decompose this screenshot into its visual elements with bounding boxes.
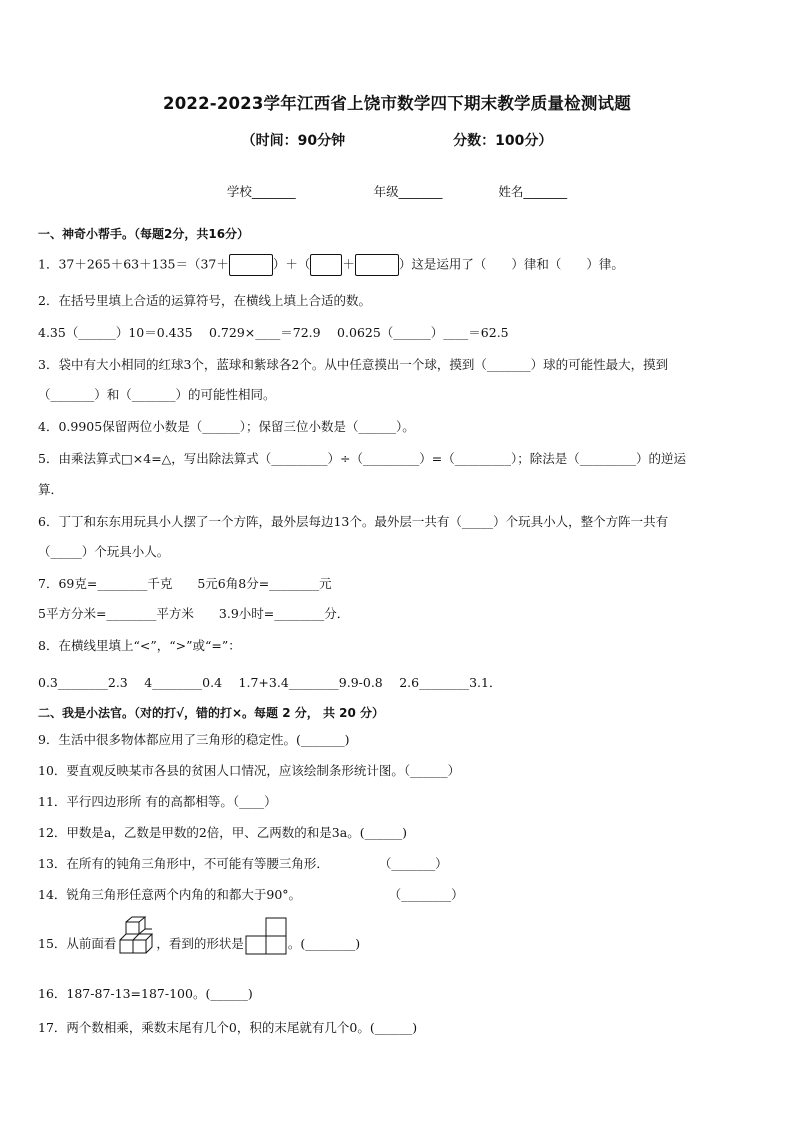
q1-suffix: ）这是运用了（ ）律和（ ）律。	[398, 256, 624, 272]
question-5-line-1: 5．由乘法算式□×4=△，写出除法算式（_________）÷（_________）=（_________）；除法是（_________）的逆运	[38, 451, 686, 466]
q15-part-1: 15．从前面看	[38, 936, 117, 951]
question-6-line-2: （_____）个玩具小人。	[38, 544, 170, 559]
answer-box	[229, 254, 273, 276]
question-8-items: 0.3________2.3 4________0.4 1.7+3.4________9.9-0.8 2.6________3.1．	[38, 675, 502, 690]
q15-part-3: 。(________)	[287, 936, 361, 951]
school-field: 学校_______	[226, 184, 296, 199]
question-3-line-2: （_______）和（_______）的可能性相同。	[38, 387, 276, 402]
time-score-line	[0, 130, 794, 150]
question-2-items: 4.35（______）10＝0.435 0.729×____＝72.9 0.0625（______）____＝62.5	[38, 325, 509, 340]
question-6-line-1: 6．丁丁和东东用玩具小人摆了一个方阵，最外层每边13个。最外层一共有（_____）个玩具小人，整个方阵一共有	[38, 514, 669, 529]
q1-mid: ）＋（	[272, 256, 311, 272]
name-field: 姓名_______	[498, 184, 568, 199]
question-13: 13．在所有的钝角三角形中，不可能有等腰三角形． （_______）	[38, 856, 448, 871]
front-view-grid-icon	[244, 916, 288, 973]
cube-stack-icon	[116, 916, 156, 973]
question-2: 2．在括号里填上合适的运算符号，在横线上填上合适的数。	[38, 293, 371, 308]
q1-prefix: 1．37＋265＋63＋135＝（37＋	[38, 256, 229, 272]
question-5-line-2: 算．	[38, 482, 64, 497]
question-11: 11．平行四边形所 有的高都相等。（____）	[38, 794, 277, 809]
q1-plus: ＋	[342, 256, 355, 272]
question-10: 10．要直观反映某市各县的贫困人口情况，应该绘制条形统计图。（______）	[38, 763, 461, 778]
section-1-heading: 一、神奇小帮手。（每题2分，共16分）	[38, 227, 250, 241]
section-2-heading: 二、我是小法官。（对的打√，错的打×。每题 2 分， 共 20 分）	[38, 706, 384, 720]
question-7-line-2: 5平方分米=________平方米 3.9小时=________分．	[38, 606, 350, 621]
question-8: 8．在横线里填上“<”，“>”或“=”：	[38, 638, 241, 653]
question-14: 14．锐角三角形任意两个内角的和都大于90°。 （________）	[38, 887, 464, 902]
question-1	[38, 254, 624, 276]
student-info-line	[0, 182, 794, 200]
answer-box	[310, 254, 342, 276]
exam-score: 分数：100分）	[453, 133, 553, 149]
answer-box	[355, 254, 399, 276]
exam-time: （时间：90分钟	[241, 133, 346, 149]
question-3-line-1: 3．袋中有大小相同的红球3个，蓝球和紫球各2个。从中任意摸出一个球，摸到（_______）球的可能性最大，摸到	[38, 357, 669, 372]
question-9: 9．生活中很多物体都应用了三角形的稳定性。(_______)	[38, 732, 350, 747]
grade-field: 年级_______	[373, 184, 443, 199]
question-16: 16．187-87-13=187-100。(______)	[38, 986, 253, 1001]
question-12: 12．甲数是a，乙数是甲数的2倍，甲、乙两数的和是3a。(______)	[38, 825, 407, 840]
question-15	[38, 916, 360, 958]
question-4: 4．0.9905保留两位小数是（______）；保留三位小数是（______）。	[38, 419, 415, 434]
q15-part-2: ，看到的形状是	[156, 936, 244, 951]
question-7-line-1: 7．69克=________千克 5元6角8分=________元	[38, 576, 332, 591]
question-17: 17．两个数相乘，乘数末尾有几个0，积的末尾就有几个0。(______)	[38, 1020, 418, 1035]
page-title: 2022-2023学年江西省上饶市数学四下期末教学质量检测试题	[163, 94, 631, 113]
